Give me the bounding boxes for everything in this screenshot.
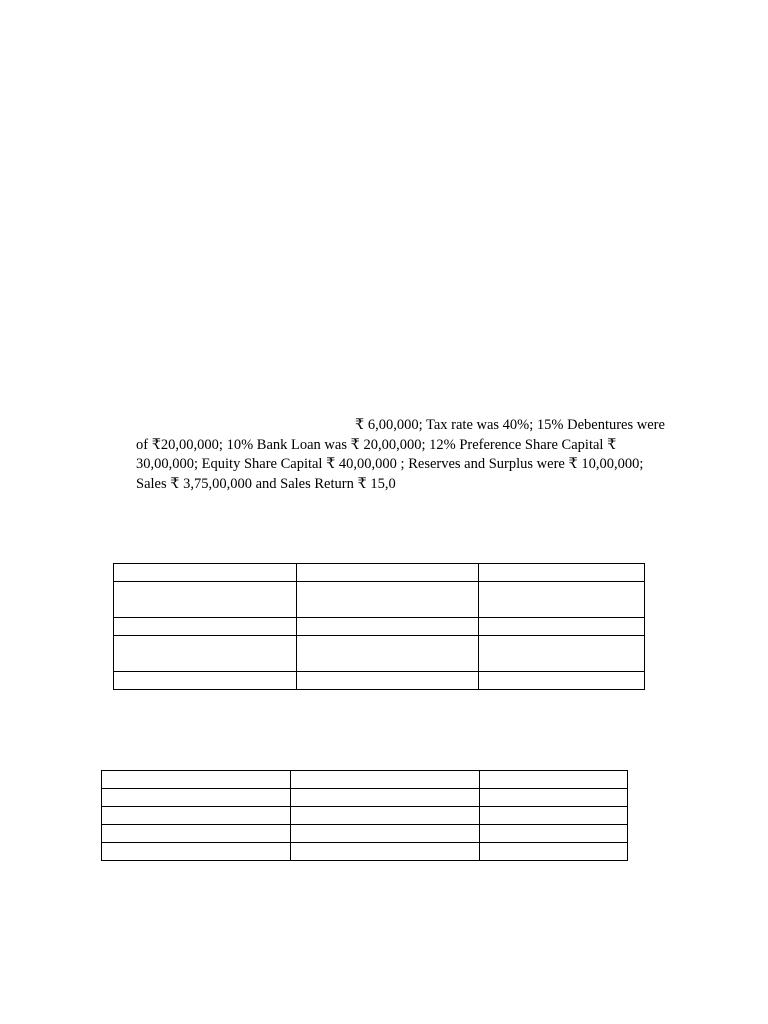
table-row bbox=[102, 843, 628, 861]
table-cell bbox=[480, 807, 628, 825]
table-cell bbox=[291, 843, 480, 861]
table-cell bbox=[291, 771, 480, 789]
table-cell bbox=[297, 618, 479, 636]
table-cell bbox=[114, 672, 297, 690]
table-cell bbox=[297, 582, 479, 618]
problem-paragraph bbox=[136, 416, 696, 494]
table-cell bbox=[479, 672, 645, 690]
table-row bbox=[114, 672, 645, 690]
table-cell bbox=[480, 843, 628, 861]
table-cell bbox=[297, 636, 479, 672]
paragraph-line: 30,00,000; Equity Share Capital ₹ 40,00,000 ; Reserves and Surplus were ₹ 10,00,000; bbox=[136, 456, 644, 472]
table-row bbox=[114, 564, 645, 582]
table-cell bbox=[479, 564, 645, 582]
table-cell bbox=[102, 789, 291, 807]
table-cell bbox=[480, 789, 628, 807]
table-row bbox=[102, 807, 628, 825]
first-table bbox=[113, 563, 645, 690]
table-cell bbox=[297, 672, 479, 690]
table-cell bbox=[291, 807, 480, 825]
table-cell bbox=[291, 825, 480, 843]
table-cell bbox=[102, 843, 291, 861]
table-row bbox=[114, 582, 645, 618]
table-cell bbox=[102, 807, 291, 825]
table-cell bbox=[480, 825, 628, 843]
table-cell bbox=[479, 582, 645, 618]
table-cell bbox=[102, 825, 291, 843]
table-row bbox=[114, 618, 645, 636]
paragraph-line: Sales ₹ 3,75,00,000 and Sales Return ₹ 15,0 bbox=[136, 475, 396, 492]
table-cell bbox=[479, 636, 645, 672]
table-cell bbox=[479, 618, 645, 636]
table-row bbox=[114, 636, 645, 672]
table-cell bbox=[114, 564, 297, 582]
table-cell bbox=[114, 582, 297, 618]
table-cell bbox=[291, 789, 480, 807]
second-table bbox=[101, 770, 628, 861]
table-cell bbox=[480, 771, 628, 789]
table-cell bbox=[297, 564, 479, 582]
table-cell bbox=[114, 618, 297, 636]
paragraph-line: ₹ 6,00,000; Tax rate was 40%; 15% Debentures were bbox=[355, 417, 665, 433]
table-cell bbox=[102, 771, 291, 789]
table-row bbox=[102, 789, 628, 807]
table-row bbox=[102, 771, 628, 789]
paragraph-line: of ₹20,00,000; 10% Bank Loan was ₹ 20,00,000; 12% Preference Share Capital ₹ bbox=[136, 436, 617, 453]
table-row bbox=[102, 825, 628, 843]
table-cell bbox=[114, 636, 297, 672]
